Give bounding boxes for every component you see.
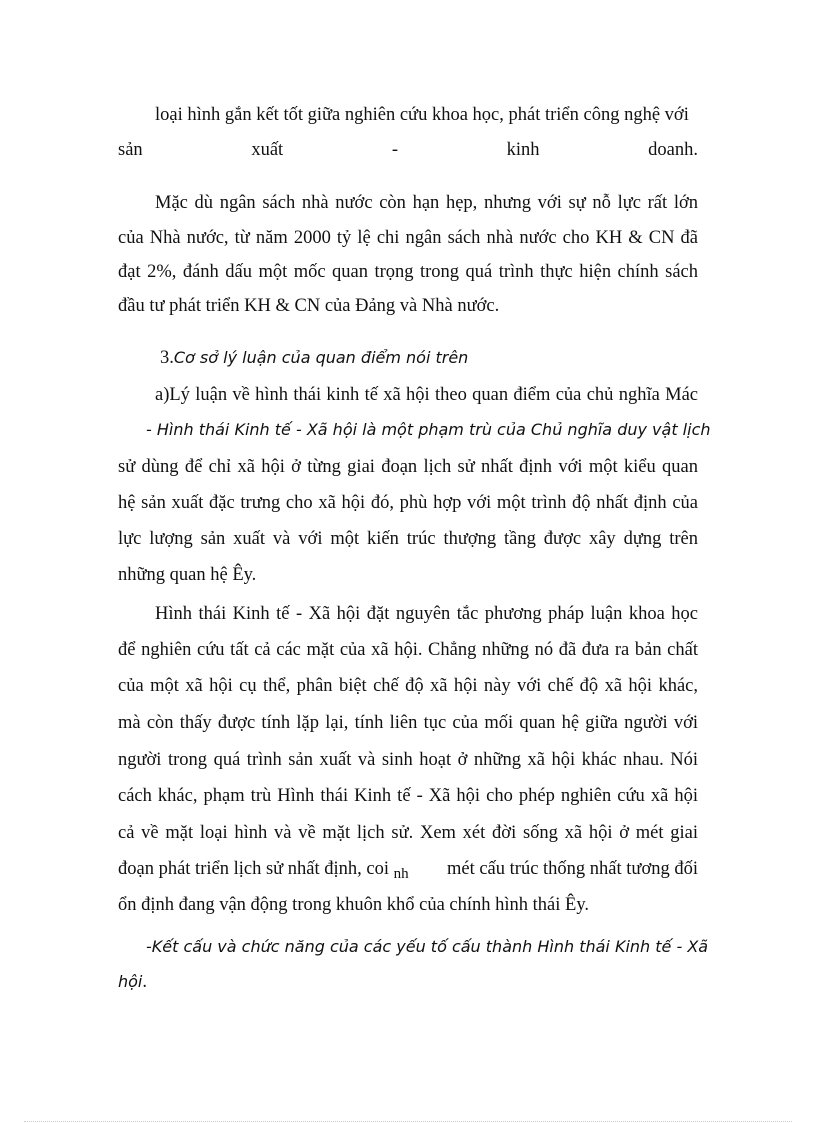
text-line: người trong quá trình sản xuất và sinh hoạt ở những xã hội khác nhau. Nói [118,750,698,770]
text-line: cách khác, phạm trù Hình thái Kinh tế - Xã hội cho phép nghiên cứu xã hội [118,786,698,806]
text-line: mà còn thấy được tính lặp lại, tính liên tục của mối quan hệ giữa người với [118,713,698,733]
section-number: 3. [160,348,174,368]
text-line: Hình thái Kinh tế - Xã hội đặt nguyên tắc phương pháp luận khoa học [155,604,698,624]
word: doanh. [648,140,698,160]
section-heading [160,346,698,370]
text-line: loại hình gắn kết tốt giữa nghiên cứu khoa học, phát triển công nghệ với [155,105,689,125]
text-line: của một xã hội cụ thể, phân biệt chế độ xã hội này với chế độ xã hội khác, [118,676,698,696]
text-line-italic: - Hình thái Kinh tế - Xã hội là một phạm trù của Chủ nghĩa duy vật lịch [146,420,711,439]
text-line: sử dùng để chỉ xã hội ở từng giai đoạn lịch sử nhất định với một kiểu quan [118,457,698,477]
text-line: đầu tư phát triển KH & CN của Đảng và Nhà nước. [118,296,500,316]
text-line [118,970,698,994]
text-line: để nghiên cứu tất cả các mặt của xã hội. Chẳng những nó đã đưa ra bản chất [118,640,698,660]
text-fragment: đoạn phát triển lịch sử nhất định, coi $_{nh}$ [118,859,409,882]
text-line: hệ sản xuất đặc trưng cho xã hội đó, phù hợp với một trình độ nhất định của [118,493,698,513]
text-line: những quan hệ Êy. [118,565,257,585]
word: kinh [506,140,540,160]
text-fragment: mét cấu trúc thống nhất tương đối [446,859,698,879]
text-line: lực lượng sản xuất và với một kiến trúc thượng tầng được xây dựng trên [118,529,698,549]
text-line-justified [118,138,698,162]
text-line: đạt 2%, đánh dấu một mốc quan trọng trong quá trình thực hiện chính sách [118,262,698,282]
text-line: cả về mặt loại hình và về mặt lịch sử. Xem xét đời sống xã hội ở mét giai [118,823,698,843]
subsection-heading: a)Lý luận về hình thái kinh tế xã hội theo quan điểm của chủ nghĩa Mác [155,385,698,405]
word: - [391,140,398,160]
text-line-justified [118,857,698,882]
text-line: Mặc dù ngân sách nhà nước còn hạn hẹp, nhưng với sự nỗ lực rất lớn [155,193,698,213]
text-fragment-subscript: nh [393,866,409,882]
text-fragment: . [142,972,147,992]
text-line: ổn định đang vận động trong khuôn khổ của chính hình thái Êy. [118,895,589,915]
word: xuất [251,140,284,160]
section-title: Cơ sở lý luận của quan điểm nói trên [173,348,469,367]
text-line-italic: -Kết cấu và chức năng của các yếu tố cấu thành Hình thái Kinh tế - Xã [146,937,709,956]
word: sản [118,140,143,160]
page-bottom-rule [24,1121,792,1122]
text-line: của Nhà nước, từ năm 2000 tỷ lệ chi ngân sách nhà nước cho KH & CN đã [118,228,698,248]
text-fragment-italic: hội [118,972,143,991]
